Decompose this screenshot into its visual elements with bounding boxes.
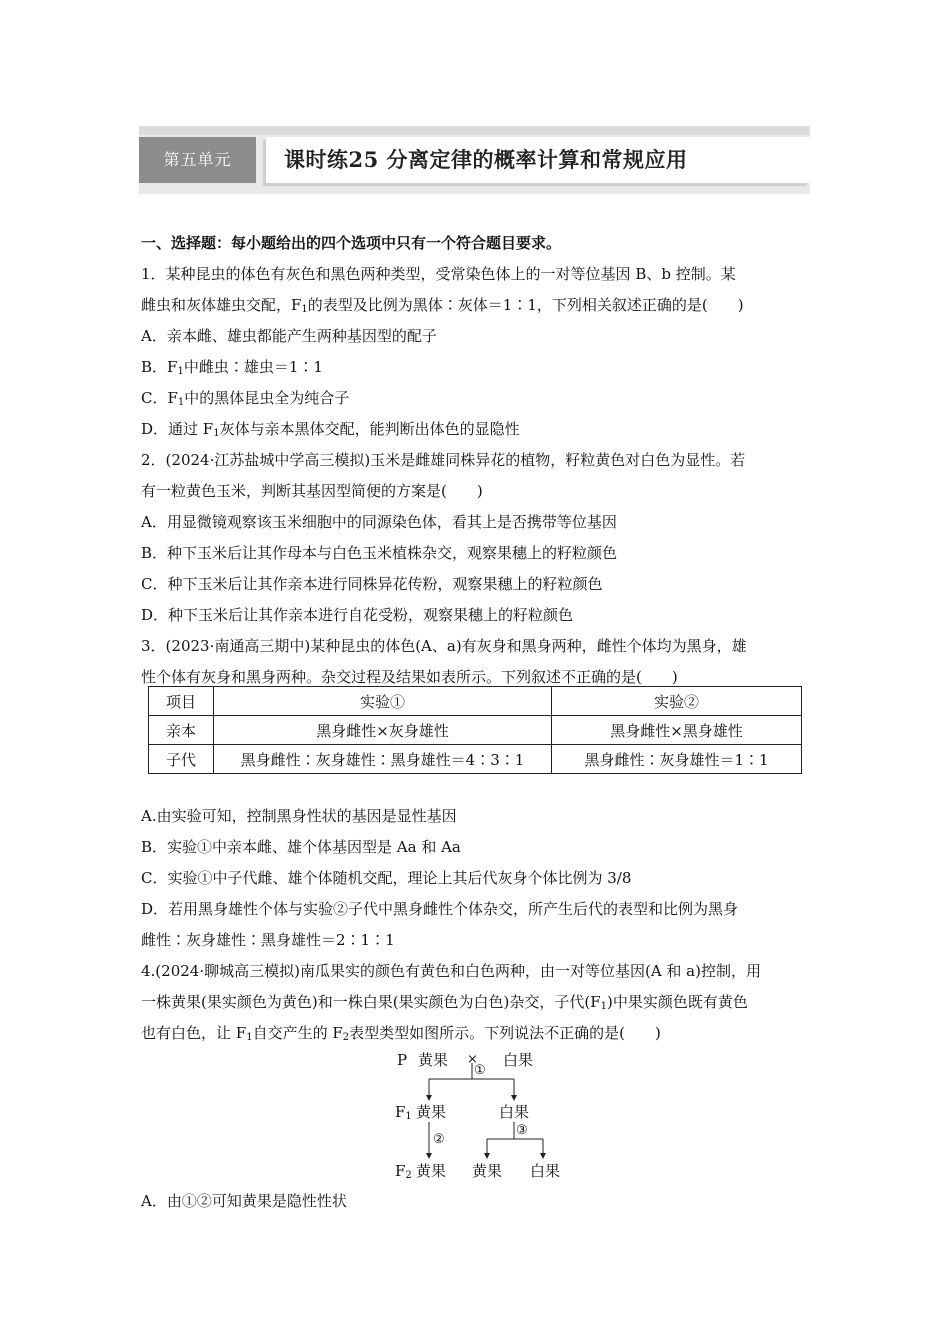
- table-cell: 黑身雌性×灰身雄性: [214, 716, 552, 745]
- q1-line2-sub: 1: [301, 304, 308, 315]
- q2-line2: 有一粒黄色玉米，判断其基因型简便的方案是( ): [141, 482, 483, 500]
- q1-option-d-text-a: D．通过 F: [141, 420, 214, 438]
- q1-option-d: [141, 414, 811, 445]
- q4-line3-sub1: 1: [246, 1032, 253, 1043]
- unit-label: 第五单元: [139, 137, 256, 183]
- q1-option-b-sub: 1: [177, 366, 184, 377]
- table-header-row: [149, 687, 802, 716]
- q1-option-d-text-b: 灰体与亲本黑体交配，能判断出体色的显隐性: [219, 420, 520, 438]
- f2-label-sub: 2: [405, 1170, 412, 1181]
- q3-option-c: C．实验①中子代雌、雄个体随机交配，理论上其后代灰身个体比例为 3/8: [141, 869, 632, 887]
- q3-option-b: B．实验①中亲本雌、雄个体基因型是 Aa 和 Aa: [141, 838, 461, 856]
- q3-option-d-line1: D．若用黑身雄性个体与实验②子代中黑身雌性个体杂交，所产生后代的表型和比例为黑身: [141, 900, 739, 918]
- q4-line3: [141, 1018, 811, 1049]
- f2-label-text: F: [395, 1162, 406, 1180]
- q1-option-a: A．亲本雌、雄虫都能产生两种基因型的配子: [141, 327, 437, 345]
- table-cell: 黑身雌性∶灰身雄性∶黑身雄性＝4∶3∶1: [214, 745, 552, 774]
- table-cell: 黑身雌性×黑身雄性: [552, 716, 802, 745]
- f2-white-fruit: 白果: [530, 1162, 561, 1180]
- q1-option-b-text-b: 中雌虫∶雄虫＝1∶1: [183, 358, 323, 376]
- f1-generation-label: [395, 1103, 412, 1121]
- page-title: 课时练25 分离定律的概率计算和常规应用: [284, 147, 688, 172]
- q1-option-c-sub: 1: [177, 397, 185, 408]
- table-cell: 黑身雌性∶灰身雄性＝1∶1: [552, 745, 802, 774]
- q4-option-a: A．由①②可知黄果是隐性性状: [141, 1192, 347, 1210]
- step-1-marker: ①: [474, 1063, 486, 1078]
- q1-option-b: [141, 352, 811, 383]
- q4-line3-text-a: 也有白色，让 F: [141, 1024, 247, 1042]
- question-content-continued: [141, 801, 811, 1049]
- title-box: [266, 137, 810, 183]
- f1-label-sub: 1: [405, 1111, 412, 1122]
- q4-line1: 4.(2024·聊城高三模拟)南瓜果实的颜色有黄色和白色两种，由一对等位基因(A 和 a)控制，用: [141, 962, 761, 980]
- inheritance-diagram: [395, 1046, 595, 1186]
- q3-option-d-line2: 雌性∶灰身雄性∶黑身雄性＝2∶1∶1: [141, 931, 395, 949]
- f1-label-text: F: [395, 1103, 406, 1121]
- q4-line2: [141, 987, 811, 1018]
- table-cell: 子代: [149, 745, 214, 774]
- q4-line2-text-a: 一株黄果(果实颜色为黄色)和一株白果(果实颜色为白色)杂交，子代(F: [141, 993, 601, 1011]
- q2-option-b: B．种下玉米后让其作母本与白色玉米植株杂交，观察果穗上的籽粒颜色: [141, 544, 618, 562]
- q3-option-a: A.由实验可知，控制黑身性状的基因是显性基因: [141, 807, 457, 825]
- p-yellow-fruit: 黄果: [418, 1051, 449, 1069]
- q1-line2: [141, 290, 811, 321]
- table-row: [149, 716, 802, 745]
- table-row: [149, 745, 802, 774]
- title-banner: [139, 126, 810, 194]
- step-3-marker: ③: [516, 1123, 528, 1138]
- f1-white-fruit: 白果: [499, 1103, 530, 1121]
- table-header-cell: 项目: [149, 687, 214, 716]
- q1-option-c-text-a: C．F: [141, 389, 178, 407]
- q1-option-c-text-b: 中的黑体昆虫全为纯合子: [184, 389, 350, 407]
- table-header-cell: 实验①: [214, 687, 552, 716]
- question-content-final: [141, 1186, 811, 1217]
- q4-line2-sub: 1: [600, 1001, 608, 1012]
- q1-option-b-text-a: B．F: [141, 358, 178, 376]
- f2-generation-label: [395, 1162, 412, 1180]
- experiment-table: [148, 686, 802, 774]
- section-heading: 一、选择题：每小题给出的四个选项中只有一个符合题目要求。: [141, 234, 562, 252]
- table-header-cell: 实验②: [552, 687, 802, 716]
- q1-line2-text-a: 雌虫和灰体雄虫交配，F: [141, 296, 302, 314]
- q3-line1: 3．(2023·南通高三期中)某种昆虫的体色(A、a)有灰身和黑身两种，雌性个体均为黑身，雄: [141, 637, 747, 655]
- q3-line2: 性个体有灰身和黑身两种。杂交过程及结果如表所示。下列叙述不正确的是( ): [141, 668, 678, 686]
- p-generation-label: P: [397, 1051, 408, 1069]
- q2-option-c: C．种下玉米后让其作亲本进行同株异花传粉，观察果穗上的籽粒颜色: [141, 575, 603, 593]
- q2-option-a: A．用显微镜观察该玉米细胞中的同源染色体，看其上是否携带等位基因: [141, 513, 617, 531]
- p-white-fruit: 白果: [503, 1051, 534, 1069]
- cross-symbol: ×: [467, 1052, 478, 1067]
- q4-line3-text-b: 自交产生的 F: [252, 1024, 343, 1042]
- q1-option-c: [141, 383, 811, 414]
- question-content: [141, 228, 811, 693]
- step-2-marker: ②: [433, 1132, 445, 1147]
- table-cell: 亲本: [149, 716, 214, 745]
- q4-line2-text-b: )中果实颜色既有黄色: [607, 993, 748, 1011]
- q2-line1: 2．(2024·江苏盐城中学高三模拟)玉米是雌雄同株异花的植物，籽粒黄色对白色为显性。若: [141, 451, 746, 469]
- q1-line1: 1．某种昆虫的体色有灰色和黑色两种类型，受常染色体上的一对等位基因 B、b 控制。某: [141, 265, 736, 283]
- banner-top-strip: [139, 126, 810, 135]
- q4-line3-text-c: 表型类型如图所示。下列说法不正确的是( ): [349, 1024, 661, 1042]
- f2-yellow-fruit-2: 黄果: [472, 1162, 503, 1180]
- q4-line3-sub2: 2: [342, 1032, 350, 1043]
- q2-option-d: D．种下玉米后让其作亲本进行自花受粉，观察果穗上的籽粒颜色: [141, 606, 574, 624]
- q1-line2-text-b: 的表型及比例为黑体∶灰体＝1∶1，下列相关叙述正确的是( ): [307, 296, 744, 314]
- q1-option-d-sub: 1: [213, 428, 220, 439]
- f2-yellow-fruit: 黄果: [416, 1162, 447, 1180]
- f1-yellow-fruit: 黄果: [416, 1103, 447, 1121]
